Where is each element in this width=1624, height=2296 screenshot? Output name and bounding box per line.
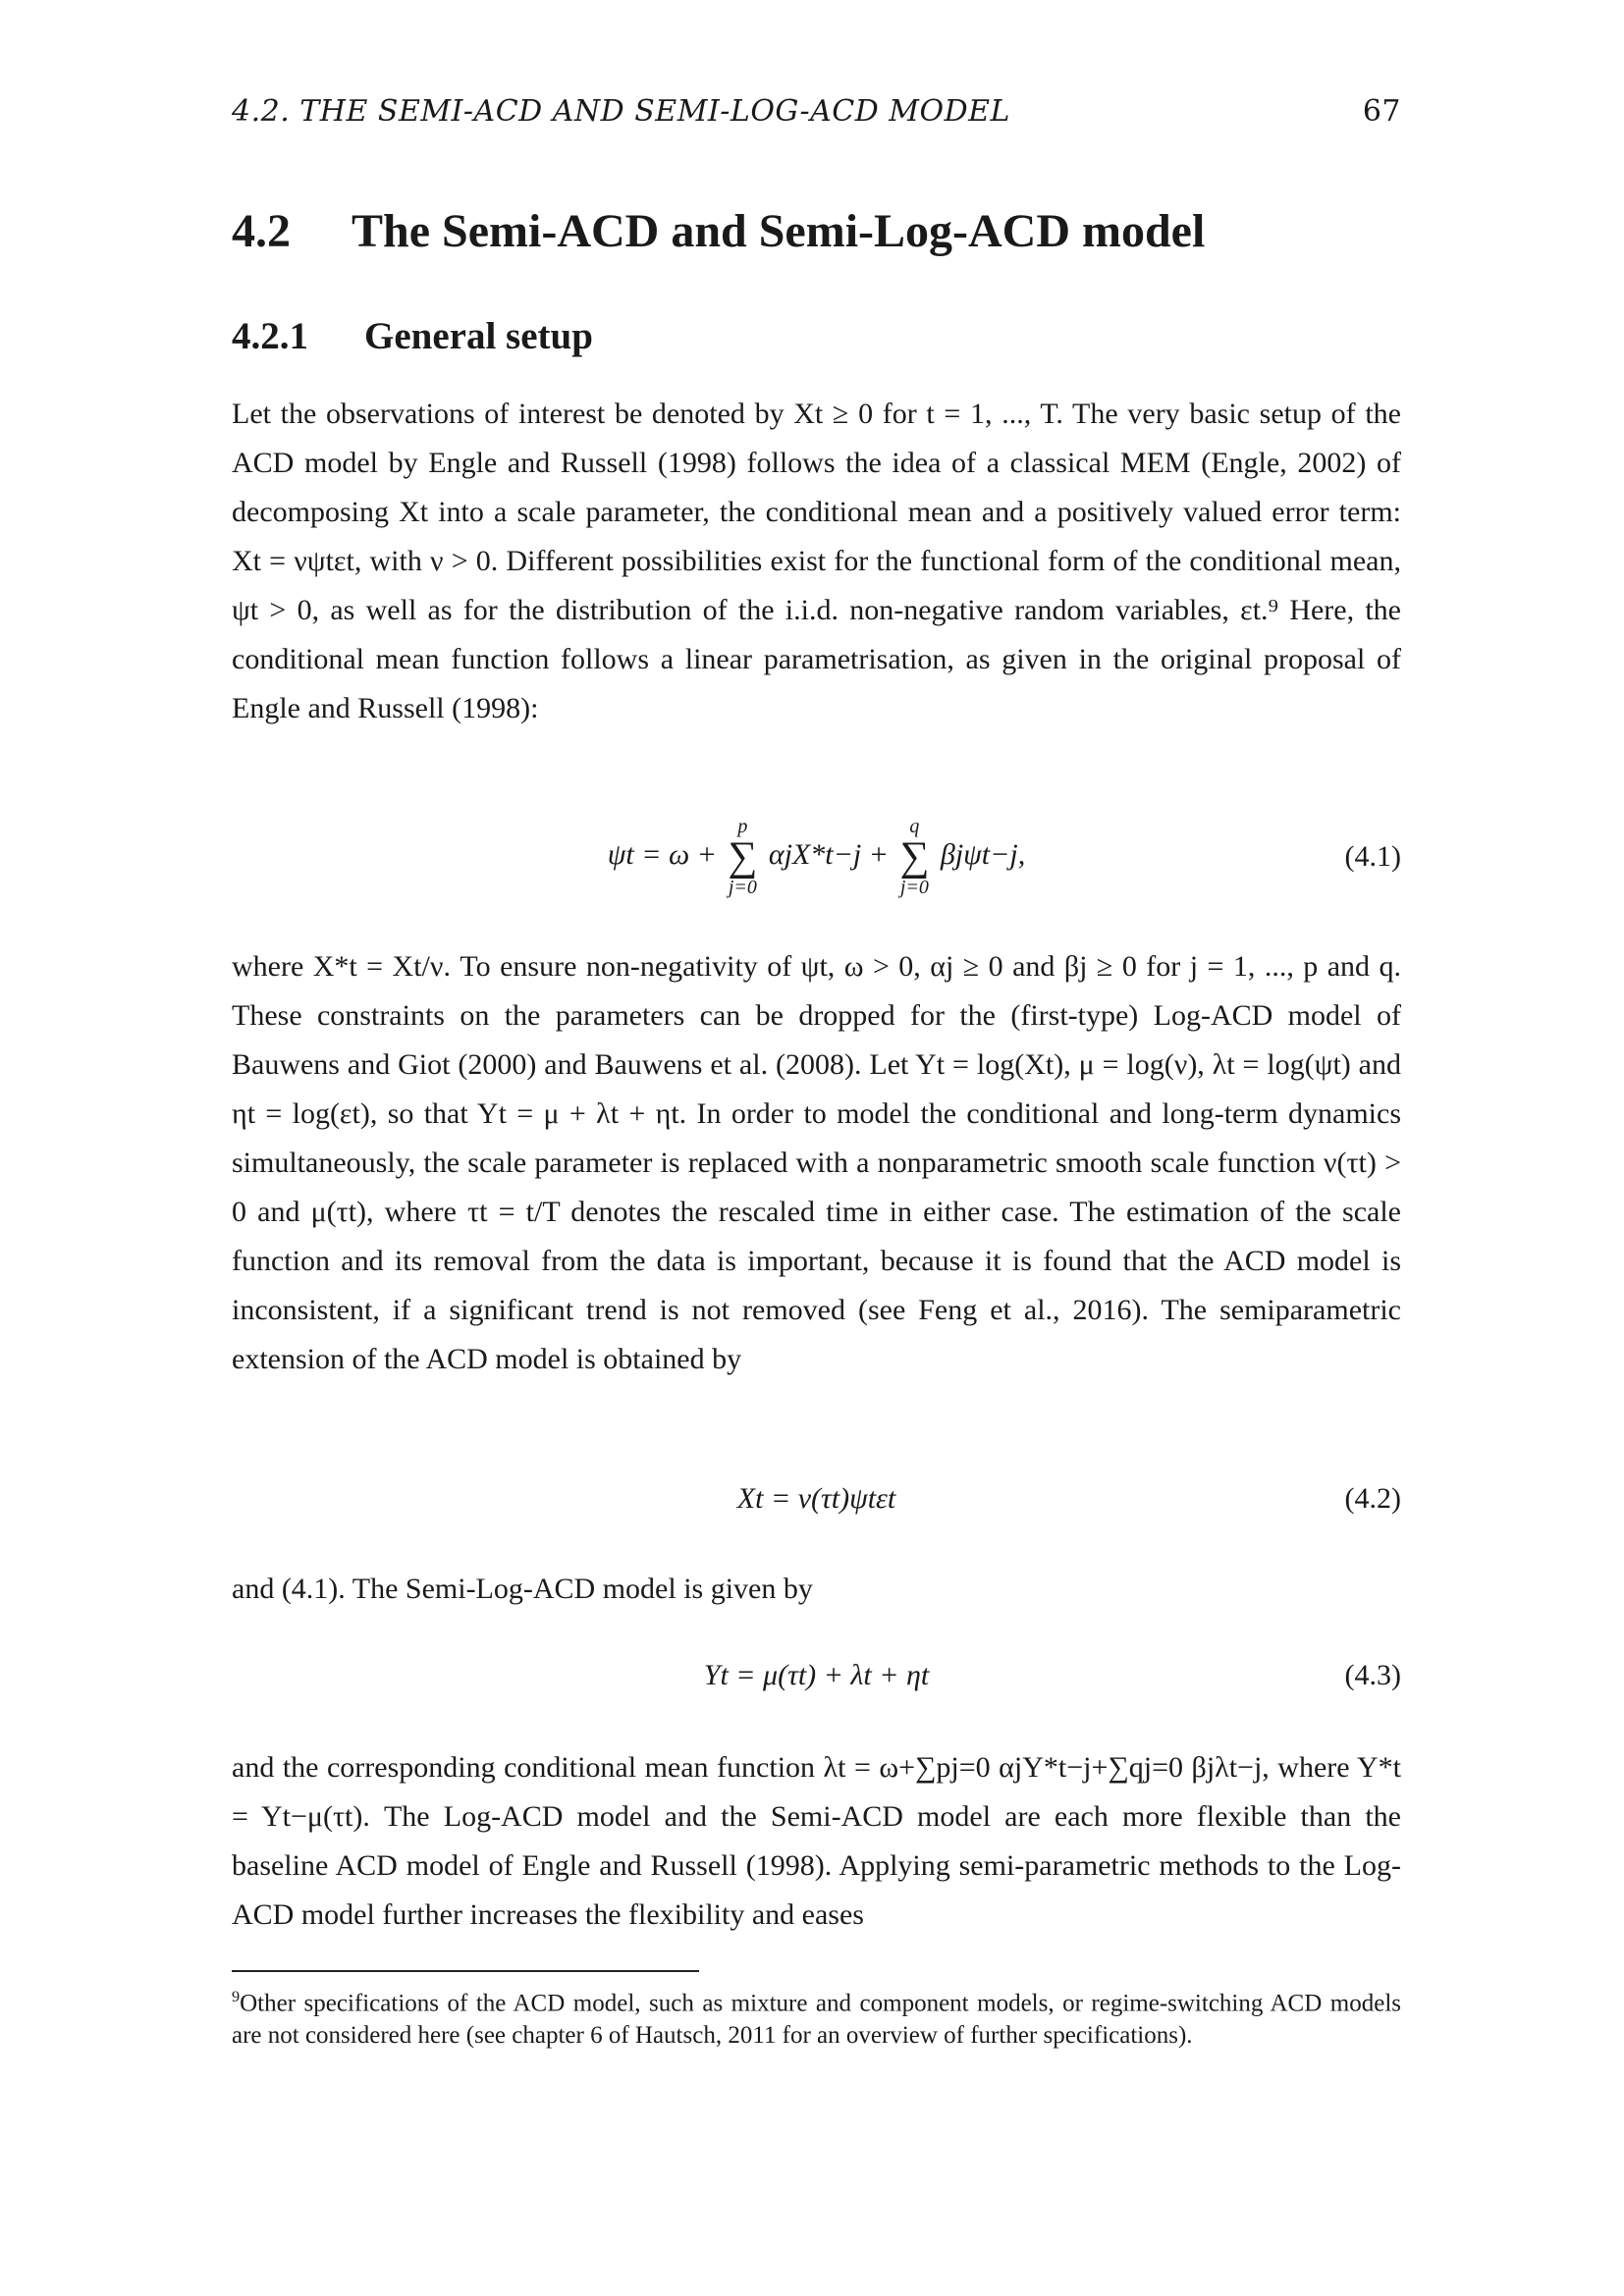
section-heading	[232, 204, 1205, 258]
eq1-sum-1-symbol: ∑	[728, 834, 758, 880]
eq1-term-1: αjX*t−j +	[768, 837, 889, 871]
footnote	[232, 1981, 1401, 2052]
equation-4-3	[232, 1655, 1401, 1734]
equation-4-3-label: (4.3)	[1344, 1659, 1401, 1691]
equation-4-3-body: Yt = μ(τt) + λt + ηt	[703, 1659, 930, 1691]
paragraph-1-text: Let the observations of interest be denoted by Xt ≥ 0 for t = 1, ..., T. The very basic setup of the ACD model by Engle and Russell (1998) follows the idea of a classical MEM (Engle, 2002) of decomposing Xt into a scale parameter, the conditional mean and a positively valued error term: Xt = νψtεt, with ν > 0. Different possibilities exist for the functional form of the conditional mean, ψt > 0, as well as for the distribution of the i.i.d. non-negative random variables, εt.⁹ Here, the conditional mean function follows a linear parametrisation, as given in the original proposal of Engle and Russell (1998):	[232, 398, 1401, 724]
eq1-sum-1	[728, 817, 757, 897]
paragraph-3	[232, 1565, 1401, 1614]
equation-4-1	[232, 816, 1401, 898]
footnote-marker: 9	[232, 1988, 241, 2005]
paragraph-4	[232, 1743, 1401, 1940]
subsection-heading	[232, 314, 593, 358]
eq1-lhs: ψt = ω +	[607, 837, 717, 871]
section-number: 4.2	[232, 205, 291, 257]
equation-4-2	[232, 1478, 1401, 1557]
paragraph-1	[232, 390, 1401, 733]
paragraph-2-text: where X*t = Xt/ν. To ensure non-negativity of ψt, ω > 0, αj ≥ 0 and βj ≥ 0 for j = 1, ..., p and q. These constraints on the parameters can be dropped for the (first-type) Log-ACD model of Bauwens and Giot (2000) and Bauwens et al. (2008). Let Yt = log(Xt), μ = log(ν), λt = log(ψt) and ηt = log(εt), so that Yt = μ + λt + ηt. In order to model the conditional and long-term dynamics simultaneously, the scale parameter is replaced with a nonparametric smooth scale function ν(τt) > 0 and μ(τt), where τt = t/T denotes the rescaled time in either case. The estimation of the scale function and its removal from the data is important, because it is found that the ACD model is inconsistent, if a significant trend is not removed (see Feng et al., 2016). The semiparametric extension of the ACD model is obtained by	[232, 950, 1401, 1375]
equation-4-1-label: (4.1)	[1344, 840, 1401, 873]
equation-4-1-body	[232, 817, 1401, 897]
eq1-sum-1-upper: p	[737, 816, 748, 837]
equation-4-2-body: Xt = ν(τt)ψtεt	[736, 1482, 896, 1515]
subsection-title: General setup	[364, 315, 593, 357]
paragraph-4-text: and the corresponding conditional mean function λt = ω+∑pj=0 αjY*t−j+∑qj=0 βjλt−j, where Y*t = Yt−μ(τt). The Log-ACD model and the Semi-ACD model are each more flexible than the baseline ACD model of Engle and Russell (1998). Applying semi-parametric methods to the Log-ACD model further increases the flexibility and eases	[232, 1751, 1401, 1931]
eq1-term-2: βjψt−j,	[940, 837, 1026, 871]
equation-4-2-label: (4.2)	[1344, 1482, 1401, 1515]
subsection-number: 4.2.1	[232, 315, 308, 357]
eq1-sum-2-symbol: ∑	[899, 834, 930, 880]
running-title: 4.2. THE SEMI-ACD AND SEMI-LOG-ACD MODEL	[232, 94, 1010, 129]
page-number: 67	[1362, 94, 1401, 129]
paragraph-2	[232, 942, 1401, 1384]
eq1-sum-2-upper: q	[909, 816, 920, 837]
paragraph-3-text: and (4.1). The Semi-Log-ACD model is given by	[232, 1573, 813, 1605]
footnote-rule	[232, 1970, 699, 1972]
section-title: The Semi-ACD and Semi-Log-ACD model	[352, 205, 1206, 257]
footnote-text: Other specifications of the ACD model, such as mixture and component models, or regime-switching ACD models are not considered here (see chapter 6 of Hautsch, 2011 for an overview of further specifications).	[232, 1990, 1401, 2050]
eq1-sum-2-lower: j=0	[899, 877, 929, 898]
eq1-sum-1-lower: j=0	[728, 877, 757, 898]
eq1-sum-2	[899, 817, 929, 897]
running-header	[232, 94, 1401, 129]
